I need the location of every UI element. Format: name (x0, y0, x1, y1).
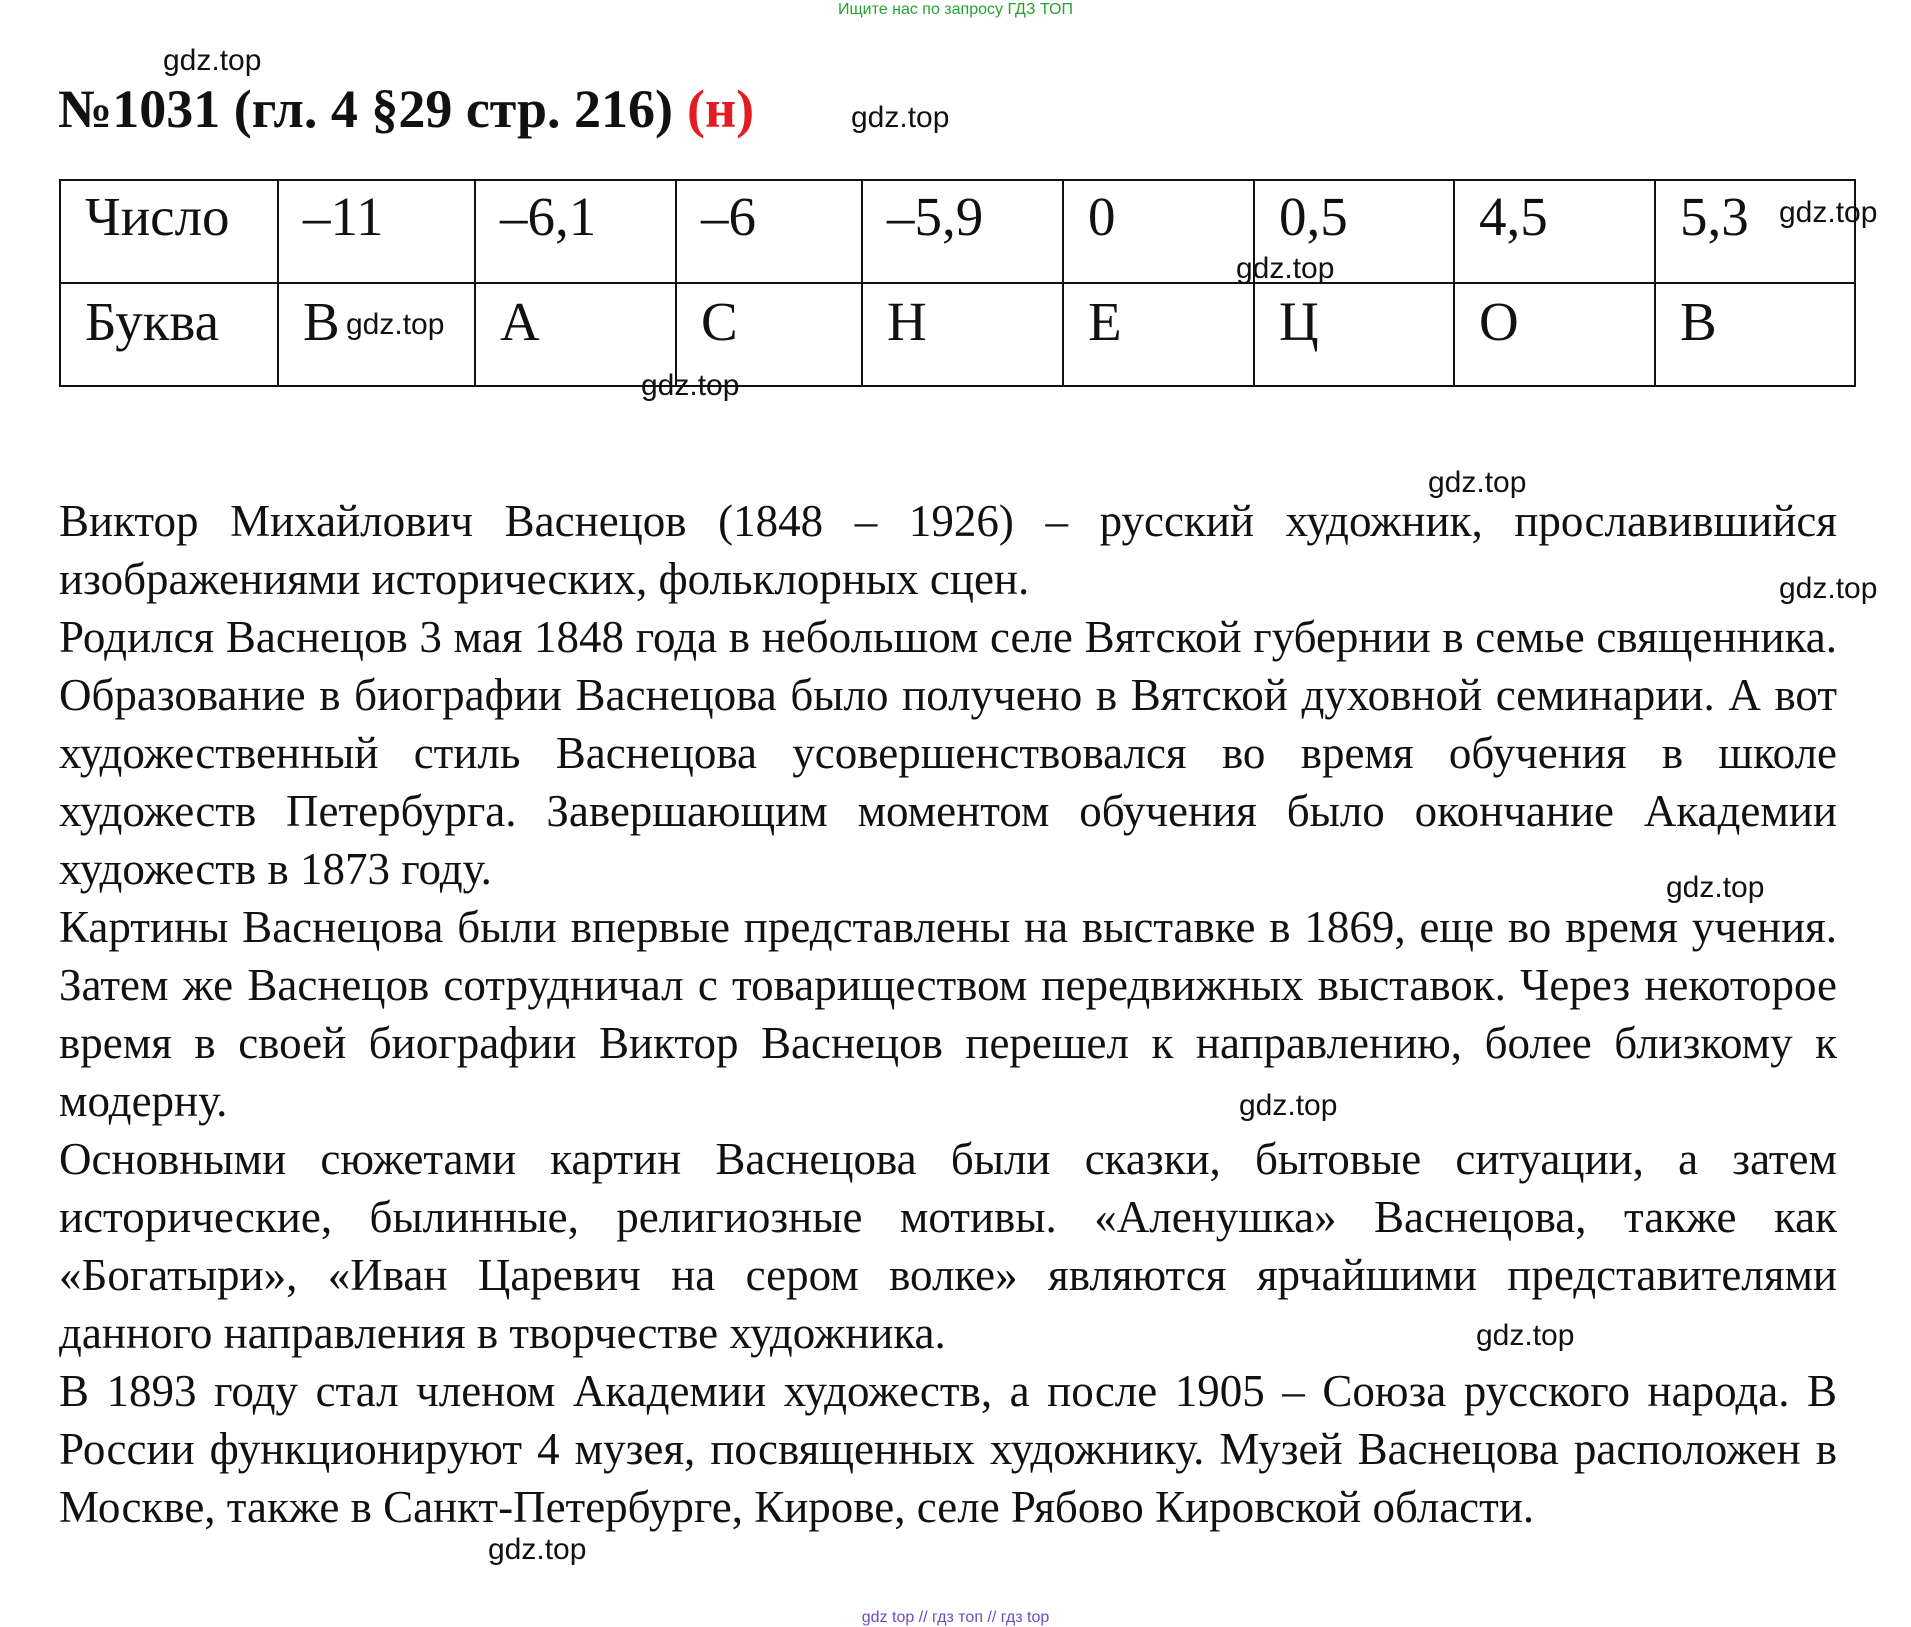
table-cell-number: 0 (1063, 180, 1254, 283)
watermark: gdz.top (346, 308, 445, 341)
paragraph: В 1893 году стал членом Академии художеств, а после 1905 – Союза русского народа. В России функционируют 4 музея, посвященных художнику. Музей Васнецова расположен в Москве, также в Санкт-Петербурге, Кирове, селе Рябово Кировской области. (59, 1366, 1837, 1532)
watermark: gdz.top (851, 101, 950, 134)
table-header-number: Число (60, 180, 278, 283)
paragraph: Картины Васнецова были впервые представлены на выставке в 1869, еще во время учения. Затем же Васнецов сотрудничал с товариществом передвижных выставок. Через некоторое время в своей биографии Виктор Васнецов перешел к направлению, более близкому к модерну. (59, 902, 1837, 1126)
title-main: №1031 (гл. 4 §29 стр. 216) (58, 79, 673, 139)
table-cell-letter: В (1655, 283, 1855, 386)
table-cell-letter: С (676, 283, 862, 386)
watermark: gdz.top (1779, 196, 1878, 229)
table-cell-number: –11 (278, 180, 475, 283)
table-cell-letter: Н (862, 283, 1063, 386)
paragraph: Родился Васнецов 3 мая 1848 года в небольшом селе Вятской губернии в семье священника. Образование в биографии Васнецова было получено в Вятской духовной семинарии. А вот художественный стиль Васнецова усовершенствовался во время обучения в школе художеств Петербурга. Завершающим моментом обучения было окончание Академии художеств в 1873 году. (59, 612, 1837, 894)
table-cell-letter: Е (1063, 283, 1254, 386)
table-row-letters (60, 283, 1855, 386)
watermark: gdz.top (1239, 1089, 1338, 1122)
table-cell-letter: А (475, 283, 676, 386)
table-cell-number: 0,5 (1254, 180, 1454, 283)
paragraph: Основными сюжетами картин Васнецова были сказки, бытовые ситуации, а затем исторические, былинные, религиозные мотивы. «Аленушка» Васнецова, также как «Богатыри», «Иван Царевич на сером волке» являются ярчайшими представителями данного направления в творчестве художника. (59, 1134, 1837, 1358)
table-header-letter: Буква (60, 283, 278, 386)
watermark: gdz.top (1476, 1319, 1575, 1352)
watermark: gdz.top (1428, 466, 1527, 499)
table-cell-number: –6,1 (475, 180, 676, 283)
table-cell-number: –6 (676, 180, 862, 283)
page-title (58, 79, 755, 139)
table-cell-number: 5,3 (1655, 180, 1855, 283)
table-row-numbers (60, 180, 1855, 283)
footer-watermark: gdz top // гдз топ // гдз top (861, 1609, 1050, 1626)
table-cell-letter: В (278, 283, 475, 386)
watermark: gdz.top (641, 369, 740, 402)
paragraph: Виктор Михайлович Васнецов (1848 – 1926) – русский художник, прославившийся изображениями исторических, фольклорных сцен. (59, 496, 1837, 604)
top-banner: Ищите нас по запросу ГДЗ ТОП (838, 1, 1073, 18)
watermark: gdz.top (1666, 871, 1765, 904)
table-cell-letter: Ц (1254, 283, 1454, 386)
table-cell-number: –5,9 (862, 180, 1063, 283)
table-cell-letter: О (1454, 283, 1655, 386)
table-cell-number: 4,5 (1454, 180, 1655, 283)
watermark: gdz.top (1779, 572, 1878, 605)
number-letter-table (59, 179, 1856, 387)
watermark: gdz.top (163, 44, 262, 77)
watermark: gdz.top (488, 1533, 587, 1566)
watermark: gdz.top (1236, 252, 1335, 285)
title-mark: (н) (687, 79, 755, 139)
answer-text (59, 492, 1837, 1536)
